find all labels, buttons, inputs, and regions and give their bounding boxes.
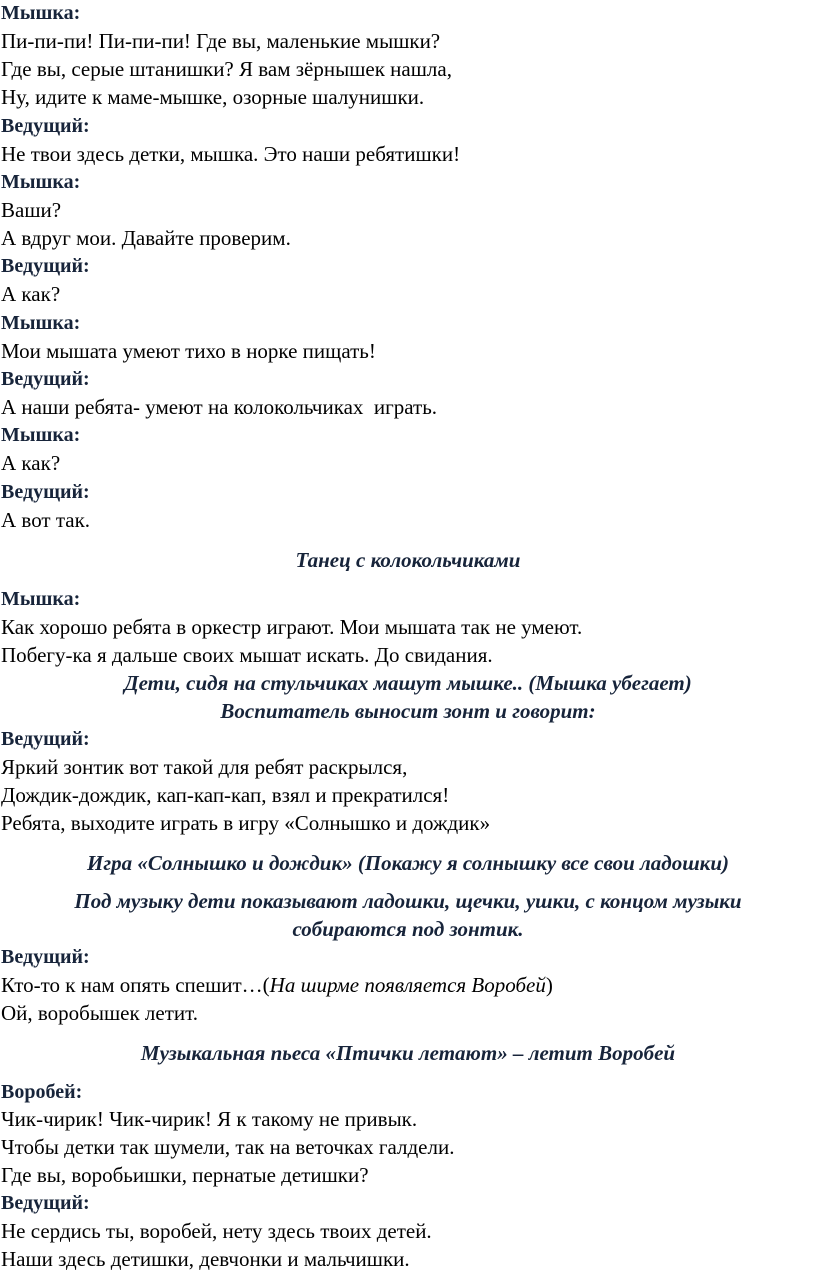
speaker-label: Мышка:: [1, 312, 81, 334]
speaker-label: Ведущий:: [1, 1192, 90, 1214]
dialogue-text: Кто-то к нам опять спешит…(: [1, 973, 270, 997]
dialogue-text: ): [545, 973, 553, 997]
speaker-label: Ведущий:: [1, 481, 90, 503]
dialogue-line: Чтобы детки так шумели, так на веточках галдели.: [1, 1135, 455, 1159]
dialogue-line: А вот так.: [1, 508, 91, 532]
dialogue-line: Ну, идите к маме-мышке, озорные шалунишки.: [1, 85, 425, 109]
stage-direction: Воспитатель выносит зонт и говорит:: [220, 699, 596, 723]
stage-direction: Музыкальная пьеса «Птички летают» – летит Воробей: [140, 1041, 676, 1065]
stage-direction: Танец с колокольчиками: [295, 548, 521, 572]
dialogue-line: Где вы, воробьишки, пернатые детишки?: [1, 1163, 369, 1187]
dialogue-line: Пи-пи-пи! Пи-пи-пи! Где вы, маленькие мышки?: [1, 29, 441, 53]
speaker-label: Ведущий:: [1, 368, 90, 390]
dialogue-line: Мои мышата умеют тихо в норке пищать!: [1, 339, 376, 363]
speaker-label: Мышка:: [1, 2, 81, 24]
dialogue-line: А как?: [1, 451, 61, 475]
dialogue-line: Ребята, выходите играть в игру «Солнышко и дождик»: [1, 811, 491, 835]
speaker-label: Ведущий:: [1, 115, 90, 137]
speaker-label: Ведущий:: [1, 946, 90, 968]
dialogue-line: Не сердись ты, воробей, нету здесь твоих детей.: [1, 1219, 432, 1243]
speaker-label: Мышка:: [1, 171, 81, 193]
dialogue-line: А вдруг мои. Давайте проверим.: [1, 226, 291, 250]
speaker-label: Ведущий:: [1, 255, 90, 277]
speaker-label: Мышка:: [1, 424, 81, 446]
dialogue-line: Ой, воробышек летит.: [1, 1001, 198, 1025]
dialogue-line: [1, 972, 553, 998]
inline-stage-direction: На ширме появляется Воробей: [269, 973, 546, 997]
speaker-label: Ведущий:: [1, 728, 90, 750]
stage-direction: Дети, сидя на стульчиках машут мышке.. (Мышка убегает): [124, 671, 692, 695]
dialogue-line: Где вы, серые штанишки? Я вам зёрнышек нашла,: [1, 57, 452, 81]
speaker-label: Мышка:: [1, 588, 81, 610]
stage-direction: Под музыку дети показывают ладошки, щечки, ушки, с концом музыки: [74, 889, 742, 913]
dialogue-line: А наши ребята- умеют на колокольчиках играть.: [1, 395, 438, 419]
dialogue-line: Как хорошо ребята в оркестр играют. Мои мышата так не умеют.: [1, 615, 583, 639]
dialogue-line: Дождик-дождик, кап-кап-кап, взял и прекратился!: [1, 783, 450, 807]
stage-direction: Игра «Солнышко и дождик» (Покажу я солнышку все свои ладошки): [86, 851, 730, 875]
dialogue-line: Не твои здесь детки, мышка. Это наши ребятишки!: [1, 142, 461, 166]
speaker-label: Воробей:: [1, 1081, 83, 1103]
dialogue-line: Побегу-ка я дальше своих мышат искать. До свидания.: [1, 643, 493, 667]
dialogue-line: Ваши?: [1, 198, 62, 222]
dialogue-line: А как?: [1, 282, 61, 306]
dialogue-line: Яркий зонтик вот такой для ребят раскрылся,: [1, 755, 408, 779]
dialogue-line: Наши здесь детишки, девчонки и мальчишки.: [1, 1247, 410, 1271]
dialogue-line: Чик-чирик! Чик-чирик! Я к такому не привык.: [1, 1107, 418, 1131]
stage-direction: собираются под зонтик.: [292, 917, 524, 941]
